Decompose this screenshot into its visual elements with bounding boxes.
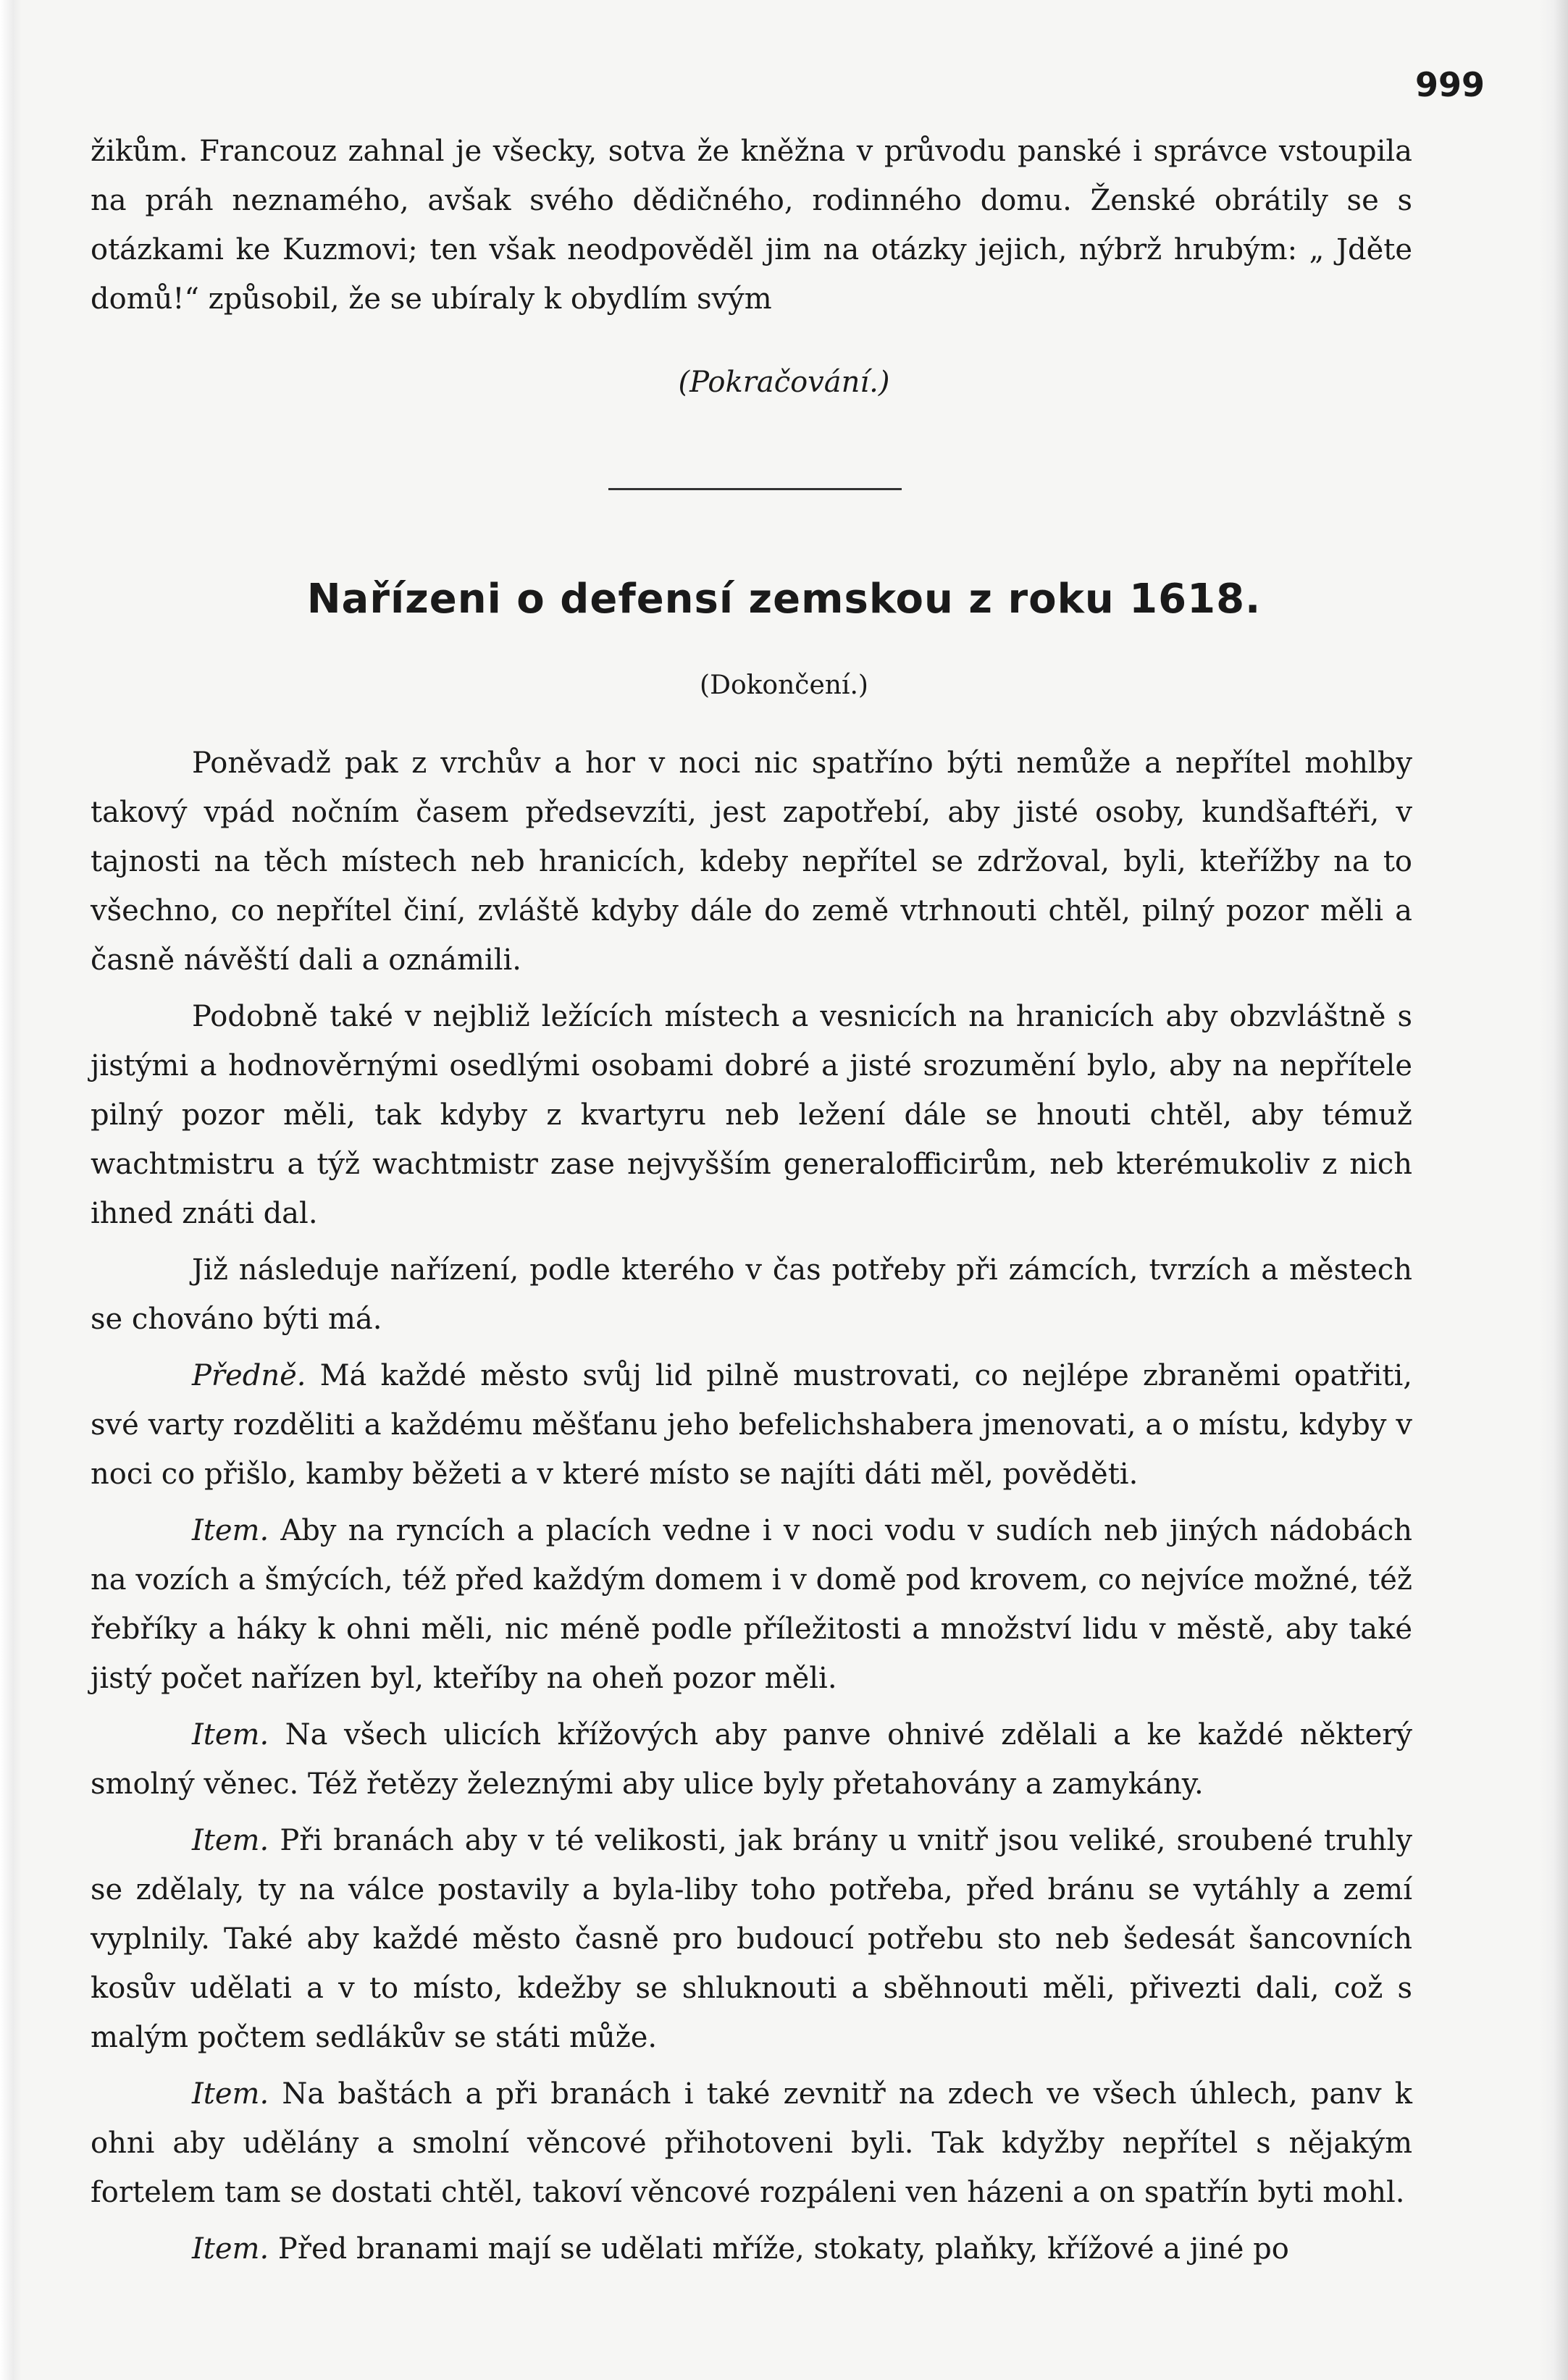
body-paragraph xyxy=(91,1816,1412,2062)
page-number: 999 xyxy=(1414,65,1485,104)
intro-paragraph: žikům. Francouz zahnal je všecky, sotva že kněžna v průvodu panské i správce vstoupila na práh neznamého, avšak svého dědičného, rodinného domu. Ženské obrátily se s otázkami ke Kuzmovi; ten však neodpověděl jim na otázky jejich, nýbrž hrubým: „ Jděte domů!“ způsobil, že se ubíraly k obydlím svým xyxy=(91,135,1412,316)
section-divider xyxy=(608,488,902,490)
body-paragraph xyxy=(91,1245,1412,1344)
body-paragraph xyxy=(91,2069,1412,2217)
paragraph-lead: Předně. xyxy=(192,1359,306,1392)
body-paragraph xyxy=(91,992,1412,1238)
paragraph-text: Na všech ulicích křížových aby panve ohnivé zdělali a ke každé některý smolný věnec. Též řetězy železnými aby ulice byly přetahovány a zamykány. xyxy=(91,1718,1412,1801)
continuation-note: (Pokračování.) xyxy=(678,366,890,399)
paragraph-text: Aby na ryncích a placích vedne i v noci vodu v sudích neb jiných nádobách na vozích a šmýcích, též před každým domem i v domě pod krovem, co nejvíce možné, též řebříky a háky k ohni měli, nic méně podle příležitosti a množství lidu v městě, aby také jistý počet nařízen byl, kteříby na oheň pozor měli. xyxy=(91,1514,1412,1695)
paragraph-text: Již následuje nařízení, podle kterého v čas potřeby při zámcích, tvrzích a městech se chováno býti má. xyxy=(91,1253,1412,1336)
scan-right-edge xyxy=(1539,0,1568,2380)
article-title: Nařízeni o defensí zemskou z roku 1618. xyxy=(306,576,1262,623)
paragraph-lead: Item. xyxy=(192,1718,269,1752)
paragraph-text: Poněvadž pak z vrchův a hor v noci nic spatříno býti nemůže a nepřítel mohlby takový vpád nočním časem předsevzíti, jest zapotřebí, aby jisté osoby, kundšaftéři, v tajnosti na těch místech neb hranicích, kdeby nepřítel se zdržoval, byli, kteřížby na to všechno, co nepřítel činí, zvláště kdyby dále do země vtrhnouti chtěl, pilný pozor měli a časně návěští dali a oznámili. xyxy=(91,747,1412,977)
paragraph-lead: Item. xyxy=(192,1514,269,1547)
paragraph-lead: Item. xyxy=(192,1824,269,1857)
body-paragraph xyxy=(91,1710,1412,1809)
paragraph-text: Má každé město svůj lid pilně mustrovati, co nejlépe zbraněmi opatřiti, své varty rozděliti a každému měšťanu jeho befelichshabera jmenovati, a o místu, kdyby v noci co přišlo, kamby běžeti a v které místo se najíti dáti měl, pověděti. xyxy=(91,1359,1412,1491)
paragraph-text: Při branách aby v té velikosti, jak brány u vnitř jsou veliké, sroubené truhly se zdělaly, ty na válce postavily a byla-liby toho potřeba, před bránu se vytáhly a zemí vyplnily. Také aby každé město časně pro budoucí potřebu sto neb šedesát šancovních kosův udělati a v to místo, kdežby se shluknouti a sběhnouti měli, přivezti dali, což s malým počtem sedlákův se státi může. xyxy=(91,1824,1412,2054)
body-paragraph xyxy=(91,1351,1412,1499)
body-paragraph xyxy=(91,739,1412,985)
intro-paragraph-block xyxy=(91,127,1412,324)
scan-left-edge xyxy=(0,0,22,2380)
body-paragraph xyxy=(91,1506,1412,1703)
article-body xyxy=(91,739,1412,2274)
paragraph-text: Podobně také v nejbliž ležících místech a vesnicích na hranicích aby obzvláštně s jistými a hodnověrnými osedlými osobami dobré a jisté srozumění bylo, aby na nepřítele pilný pozor měli, tak kdyby z kvartyru neb ležení dále se hnouti chtěl, aby témuž wachtmistru a týž wachtmistr zase nejvyšším generalofficirům, neb kterémukoliv z nich ihned znáti dal. xyxy=(91,1000,1412,1230)
paragraph-text: Na baštách a při branách i také zevnitř na zdech ve všech úhlech, panv k ohni aby udělány a smolní věncové přihotoveni byli. Tak kdyžby nepřítel s nějakým fortelem tam se dostati chtěl, takoví věncové rozpáleni ven házeni a on spatřín byti mohl. xyxy=(91,2077,1412,2209)
article-subtitle: (Dokončení.) xyxy=(700,670,868,700)
paragraph-lead: Item. xyxy=(192,2077,269,2111)
paragraph-lead: Item. xyxy=(192,2232,269,2266)
body-paragraph xyxy=(91,2224,1412,2274)
paragraph-text: Před branami mají se udělati mříže, stokaty, plaňky, křížové a jiné po xyxy=(269,2232,1289,2266)
